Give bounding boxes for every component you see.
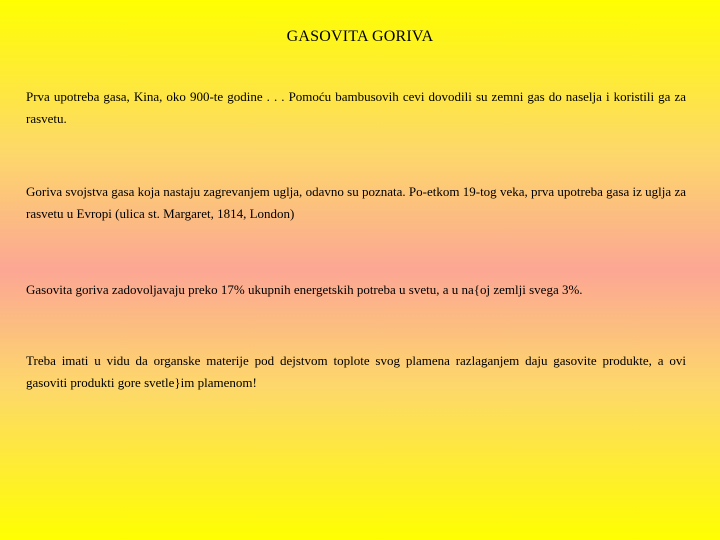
paragraph-gas-history-china: Prva upotreba gasa, Kina, oko 900-te godine . . . Pomoću bambusovih cevi dovodili su zemni gas do naselja i koristili ga za rasvetu. — [26, 89, 686, 126]
paragraph-energy-share: Gasovita goriva zadovoljavaju preko 17% ukupnih energetskih potreba u svetu, a u na{oj zemlji svega 3%. — [26, 282, 583, 297]
slide-title: GASOVITA GORIVA — [286, 28, 434, 45]
paragraph-organic-matter: Treba imati u vidu da organske materije pod dejstvom toplote svog plamena razlaganjem daju gasovite produkte, a ovi gasoviti produkti gore svetle}im plamenom! — [26, 353, 686, 390]
paragraph-coal-gas-europe: Goriva svojstva gasa koja nastaju zagrevanjem uglja, odavno su poznata. Po-etkom 19-tog veka, prva upotreba gasa iz uglja za rasvetu u Evropi (ulica st. Margaret, 1814, London) — [26, 184, 686, 221]
